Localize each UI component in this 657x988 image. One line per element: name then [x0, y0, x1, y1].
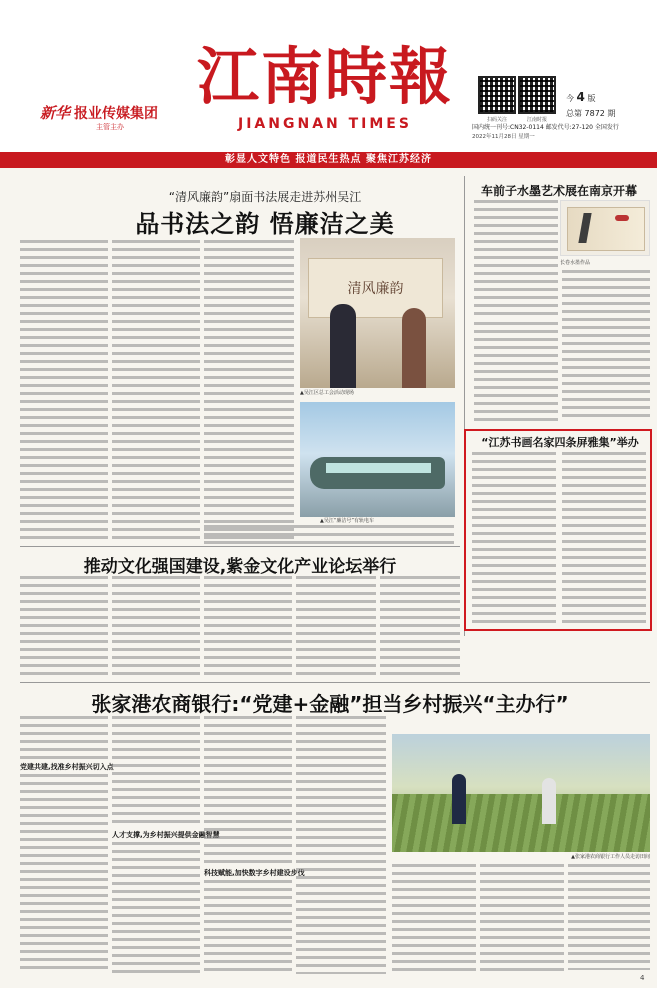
- qr-label: 江南时报: [526, 117, 547, 123]
- masthead: [0, 0, 657, 152]
- section-rule: [20, 682, 650, 683]
- article-d-body-col2: [562, 452, 646, 624]
- article-c-body-col2: [112, 576, 200, 680]
- article-c-body-col4: [296, 576, 376, 680]
- edition-prefix: 今: [566, 94, 574, 103]
- edition-number: 4: [576, 90, 585, 104]
- article-a-photo-tram: [300, 402, 455, 517]
- article-a-photo-exhibition: [300, 238, 455, 388]
- article-e-body-col2: [112, 716, 200, 828]
- article-a-photo-caption-2: ▲吴江“廉洁号”有轨电车: [320, 518, 375, 524]
- photo-field: [392, 794, 650, 852]
- article-b-photo: [560, 200, 650, 256]
- photo-figure: [330, 304, 356, 388]
- article-e-body-col3b: [204, 880, 292, 974]
- article-e-subhead-1: 党建共建,找准乡村振兴切入点: [20, 763, 114, 771]
- article-e-body-col6: [480, 864, 564, 974]
- group-name: 报业传媒集团: [74, 105, 159, 122]
- article-b-body-col1: [474, 200, 558, 320]
- article-b-photo-caption: 长卷水墨作品: [560, 260, 591, 266]
- publication-date: 2022年11月28日 星期一: [472, 134, 535, 140]
- issue-number: 总第 7872 期: [566, 109, 616, 118]
- qr-label: 扫码关注: [486, 117, 507, 123]
- slogan-bar: 彰显人文特色 报道民生热点 聚焦江苏经济: [0, 152, 657, 168]
- article-a-body-col3: [204, 240, 294, 540]
- photo-tram: [310, 457, 445, 489]
- article-e-body-col4: [296, 716, 386, 974]
- article-a-subtitle: “清风廉韵”扇面书法展走进苏州吴江: [168, 190, 362, 204]
- article-b-body-col1-tail: [474, 322, 558, 422]
- article-e-photo-caption: ▲张家港农商银行工作人员走访田间: [571, 854, 650, 860]
- publication-info: 国内统一刊号:CN32-0114 邮发代号:27-120 全国发行: [472, 124, 619, 131]
- article-a-photo-caption: ▲吴江区总工会活动现场: [300, 390, 354, 396]
- article-e-body-col2b: [112, 842, 200, 974]
- article-a-title: 品书法之韵 悟廉洁之美: [135, 210, 395, 238]
- article-e-subhead-2: 人才支撑,为乡村振兴提供金融智慧: [112, 831, 220, 839]
- article-c-title: 推动文化强国建设,紫金文化产业论坛举行: [83, 557, 397, 577]
- photo-banner: 清风廉韵: [308, 258, 443, 318]
- photo-figure: [402, 308, 426, 388]
- article-e-body-col5: [392, 864, 476, 974]
- article-c-body-col5: [380, 576, 460, 680]
- group-logo-mark: 新华: [40, 104, 71, 122]
- section-rule: [20, 546, 460, 547]
- article-e-title: 张家港农商银行:“党建+金融”担当乡村振兴“主办行”: [91, 692, 569, 716]
- photo-scroll: [567, 207, 645, 251]
- paper-name-en: JIANGNAN TIMES: [238, 116, 412, 132]
- photo-figure: [542, 778, 556, 824]
- article-e-subhead-3: 科技赋能,加快数字乡村建设步伐: [204, 869, 305, 877]
- group-logo: [40, 102, 159, 131]
- article-c-body-col3: [204, 576, 292, 680]
- article-e-body-col1b: [20, 774, 108, 974]
- paper-name: 江南時報: [196, 40, 453, 113]
- article-a-body-col1: [20, 240, 108, 540]
- article-b-title: 车前子水墨艺术展在南京开幕: [480, 184, 637, 198]
- photo-figure: [452, 774, 466, 824]
- photo-seal: [615, 215, 629, 221]
- edition-suffix: 版: [587, 94, 596, 103]
- page-number: 4: [640, 974, 645, 982]
- qr-code-icon: [518, 76, 556, 114]
- article-a-body-col2: [112, 240, 200, 540]
- article-e-photo: [392, 734, 650, 852]
- article-d-body-col1: [472, 452, 556, 624]
- article-e-body-col1: [20, 716, 108, 760]
- article-b-body-col2: [562, 270, 650, 422]
- edition-count: [566, 90, 595, 104]
- qr-code-icon: [478, 76, 516, 114]
- article-a-body-tail: [204, 525, 454, 545]
- article-d-title: “江苏书画名家四条屏雅集”举办: [481, 436, 639, 449]
- group-sub: 主管主办: [96, 123, 124, 131]
- article-e-body-col3: [204, 716, 292, 866]
- article-c-body-col1: [20, 576, 108, 680]
- article-e-body-col7: [568, 864, 650, 970]
